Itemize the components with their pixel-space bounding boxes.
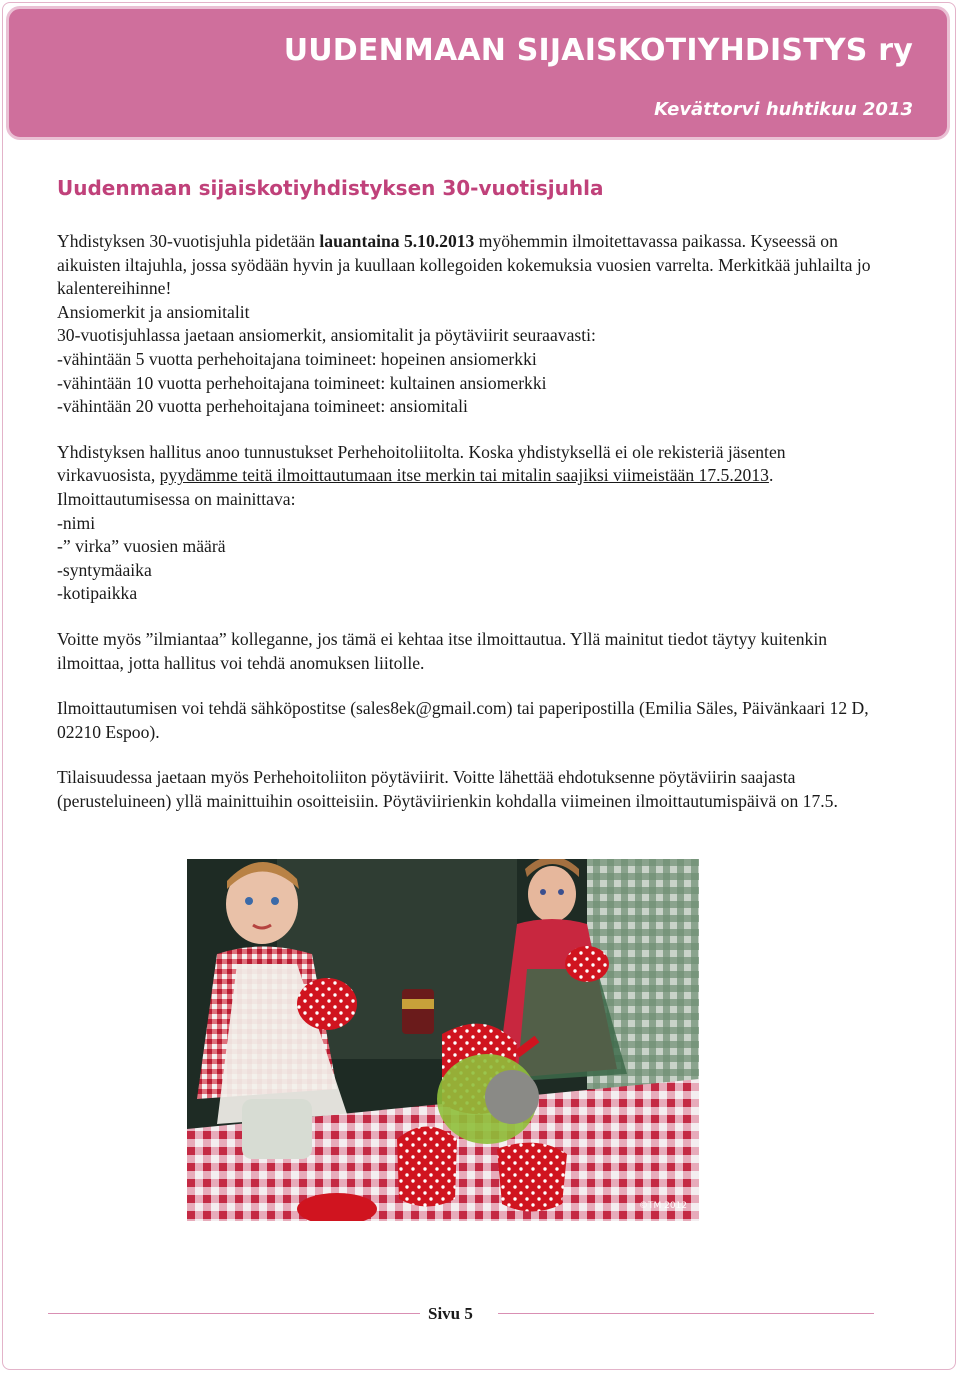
- newsletter-header: [6, 6, 950, 140]
- photo-illustration: [187, 859, 699, 1221]
- section-heading: Ansiomerkit ja ansiomitalit: [57, 301, 250, 322]
- intro-paragraph: [57, 230, 877, 301]
- required-field-item: -syntymäaika: [57, 559, 152, 580]
- footer-rule-left: [48, 1313, 420, 1314]
- application-text-end: . Ilmoittautumisessa on mainittava:: [57, 465, 774, 509]
- deadline-request: pyydämme teitä ilmoittautumaan itse merkin tai mitalin saajiksi viimeistään 17.5.2013: [159, 465, 769, 486]
- event-date: lauantaina 5.10.2013: [319, 231, 475, 251]
- award-item: -vähintään 5 vuotta perhehoitajana toimineet: hopeinen ansiomerkki: [57, 348, 537, 369]
- issue-label: Kevättorvi huhtikuu 2013: [654, 99, 913, 120]
- intro-text-end: myöhemmin ilmoitettavassa paikassa. Kyseessä on aikuisten iltajuhla, jossa syödään hyvin ja kuullaan kollegoiden kokemuksia vuosien varrelta. Merkitkää juhlailta jo kalentereihinne!: [57, 231, 871, 299]
- newsletter-title: UUDENMAAN SIJAISKOTIYHDISTYS ry: [283, 33, 913, 68]
- page-number: Sivu 5: [428, 1304, 473, 1323]
- article-body: [57, 230, 877, 813]
- intro-text-start: Yhdistyksen 30-vuotisjuhla pidetään: [57, 231, 320, 251]
- application-paragraph: [57, 441, 877, 512]
- application-text-start: Yhdistyksen hallitus anoo tunnustukset Perhehoitoliitolta. Koska yhdistyksellä ei ole rekisteriä jäsenten virkavuosista,: [57, 441, 786, 486]
- article-title: Uudenmaan sijaiskotiyhdistyksen 30-vuotisjuhla: [57, 176, 604, 200]
- two-dolls-tea-party-photo: [187, 859, 699, 1221]
- award-item: -vähintään 20 vuotta perhehoitajana toimineet: ansiomitali: [57, 396, 468, 417]
- nominate-paragraph: Voitte myös ”ilmiantaa” kolleganne, jos tämä ei kehtaa itse ilmoittautua. Yllä mainitut tiedot täytyy kuitenkin ilmoittaa, jotta hallitus voi tehdä anomuksen liitolle.: [57, 628, 828, 673]
- photo-credit: ©TM 2012: [638, 1201, 687, 1211]
- required-field-item: -nimi: [57, 512, 96, 533]
- contact-paragraph: Ilmoittautumisen voi tehdä sähköpostitse (sales8ek@gmail.com) tai paperipostilla (Emilia Säles, Päivänkaari 12 D, 02210 Espoo).: [57, 698, 869, 742]
- pennant-paragraph: Tilaisuudessa jaetaan myös Perhehoitoliiton pöytäviirit. Voitte lähettää ehdotuksenne pöytäviirin saajasta (perusteluineen) yllä mainittuihin osoitteisiin. Pöytäviirienkin kohdalla viimeinen ilmoittautumispäivä on 17.5.: [57, 767, 838, 811]
- footer-rule-right: [498, 1313, 874, 1314]
- awards-intro: 30-vuotisjuhlassa jaetaan ansiomerkit, ansiomitalit ja pöytäviirit seuraavasti:: [57, 325, 596, 346]
- required-field-item: -kotipaikka: [57, 583, 138, 604]
- award-item: -vähintään 10 vuotta perhehoitajana toimineet: kultainen ansiomerkki: [57, 372, 547, 393]
- required-field-item: -” virka” vuosien määrä: [57, 536, 226, 557]
